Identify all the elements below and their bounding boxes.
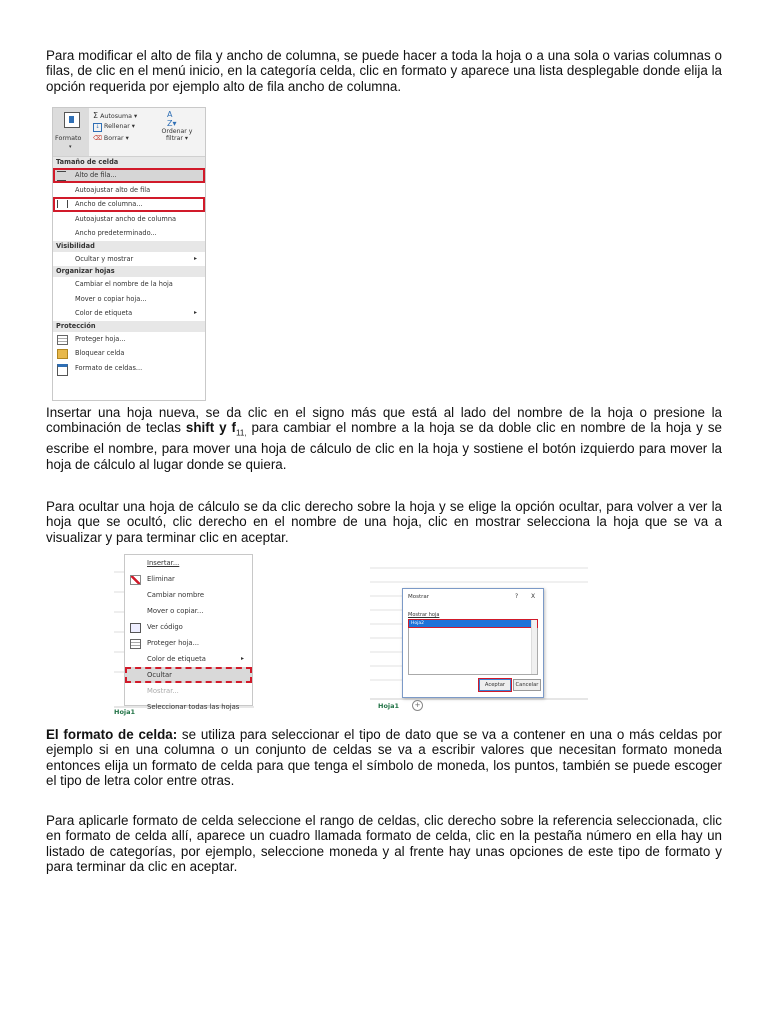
ctx-item-protect[interactable]: Proteger hoja... xyxy=(125,635,252,651)
sheet-list-item[interactable]: Hoja2 xyxy=(409,620,537,627)
section-protection: Protección xyxy=(53,321,205,332)
ctx-item-unhide[interactable]: Mostrar... xyxy=(147,687,179,695)
menu-item-format-cells[interactable]: Formato de celdas... xyxy=(53,361,205,376)
menu-item-move-copy[interactable]: Mover o copiar hoja... xyxy=(75,294,147,303)
sheet-context-menu-screenshot xyxy=(114,552,254,718)
add-sheet-icon[interactable]: + xyxy=(412,700,423,711)
menu-item-column-width[interactable]: Ancho de columna... xyxy=(53,197,205,212)
format-cells-icon xyxy=(57,364,68,376)
eraser-icon: ⌫ xyxy=(93,135,102,142)
paragraph-insert-sheet: Insertar una hoja nueva, se da clic en el signo más que está al lado del nombre de la hoja o presione la combinación de teclas shift y $f_{11,}$ para cambiar el nombre a la hoja se da doble clic en nombre de la hoja y se escribe el nombre, para mover una hoja de cálculo de clic en la hoja y sostiene el botón izquierdo para mover la hoja de cálculo al lugar donde se quiera. xyxy=(46,405,722,472)
unhide-dialog xyxy=(402,588,544,698)
autosum-button[interactable]: Σ Autosuma ▾ xyxy=(93,111,138,120)
ctx-item-delete[interactable]: Eliminar xyxy=(125,571,252,587)
lock-icon xyxy=(57,349,68,359)
accept-button[interactable]: Aceptar xyxy=(479,679,511,691)
cancel-button[interactable]: Cancelar xyxy=(513,679,541,691)
view-code-icon xyxy=(130,623,141,633)
chevron-right-icon: ▸ xyxy=(193,254,197,262)
sheet-tab[interactable]: Hoja1 xyxy=(378,702,400,710)
menu-item-rename-sheet[interactable]: Cambiar el nombre de la hoja xyxy=(75,280,173,288)
ctx-item-insert[interactable]: Insertar... xyxy=(147,559,180,567)
menu-item-lock-cell[interactable]: Bloquear celda xyxy=(53,346,205,361)
format-menu-screenshot xyxy=(52,107,206,401)
sheet-tab[interactable]: Hoja1 xyxy=(114,708,136,716)
sheet-list[interactable] xyxy=(408,619,538,675)
menu-item-hide-show[interactable]: Ocultar y mostrar ▸ xyxy=(53,252,205,267)
fill-button[interactable]: ↓ Rellenar ▾ xyxy=(93,123,135,132)
sort-filter-button[interactable]: A Z▾ Ordenar y filtrar ▾ xyxy=(157,110,206,142)
menu-item-autofit-column[interactable]: Autoajustar ancho de columna xyxy=(75,214,177,223)
paragraph-hide-sheet: Para ocultar una hoja de cálculo se da clic derecho sobre la hoja y se elige la opción ocultar, para volver a ver la hoja que se ocultó, clic derecho en el nombre de una hoja, clic en mostrar selecciona la hoja que se va a visualizar y para terminar clic en aceptar. xyxy=(46,499,722,545)
section-cell-size: Tamaño de celda xyxy=(53,157,205,168)
chevron-right-icon: ▸ xyxy=(240,655,244,662)
menu-item-default-width[interactable]: Ancho predeterminado... xyxy=(75,229,157,237)
protect-sheet-icon xyxy=(57,335,68,345)
ctx-item-hide[interactable]: Ocultar xyxy=(125,667,252,683)
help-button[interactable]: ? xyxy=(515,593,519,600)
clear-button[interactable]: ⌫ Borrar ▾ xyxy=(93,135,129,142)
delete-sheet-icon xyxy=(130,575,141,585)
ctx-item-move-copy[interactable]: Mover o copiar... xyxy=(147,607,204,615)
chevron-down-icon: ▾ xyxy=(69,144,72,150)
menu-item-protect-sheet[interactable]: Proteger hoja... xyxy=(53,332,205,347)
dialog-title: Mostrar xyxy=(408,594,430,600)
row-height-icon xyxy=(57,171,66,181)
unhide-dialog-screenshot xyxy=(370,556,588,714)
fill-down-icon: ↓ xyxy=(93,123,102,132)
section-organize-sheets: Organizar hojas xyxy=(53,266,205,277)
paragraph-row-column-size: Para modificar el alto de fila y ancho de columna, se puede hacer a toda la hoja o a una sola o varias columnas o filas, de clic en el menú inicio, en la categoría celda, clic en formato y aparece una lista desplegable donde elija la opción requerida por ejemplo alto de fila ancho de columna. xyxy=(46,48,722,94)
menu-item-tab-color[interactable]: Color de etiqueta ▸ xyxy=(53,306,205,321)
chevron-right-icon: ▸ xyxy=(193,309,197,316)
format-label: Formato xyxy=(55,134,82,142)
section-visibility: Visibilidad xyxy=(53,241,205,252)
ctx-item-view-code[interactable]: Ver código xyxy=(125,619,252,635)
list-scrollbar[interactable] xyxy=(531,620,537,674)
ctx-item-rename[interactable]: Cambiar nombre xyxy=(147,591,205,599)
paragraph-apply-format: Para aplicarle formato de celda seleccione el rango de celdas, clic derecho sobre la referencia seleccionada, clic en formato de celda allí, aparece un cuadro llamada formato de celda, clic en la pestaña número en ella hay un listado de categorías, por ejemplo, seleccione moneda y al frente hay unas opciones de este tipo de formato y para terminar da clic en aceptar. xyxy=(46,813,722,874)
menu-item-autofit-row[interactable]: Autoajustar alto de fila xyxy=(75,185,151,194)
ctx-item-tab-color[interactable]: Color de etiqueta ▸ xyxy=(125,651,252,667)
sort-az-icon: A Z▾ xyxy=(167,110,177,128)
column-width-icon xyxy=(57,200,68,208)
dialog-label: Mostrar hoja xyxy=(408,612,440,618)
format-icon xyxy=(64,112,80,128)
sigma-icon: Σ xyxy=(93,111,99,120)
protect-sheet-icon xyxy=(130,639,141,649)
ribbon-cells-group xyxy=(53,108,205,157)
paragraph-cell-format: El formato de celda: se utiliza para seleccionar el tipo de dato que se va a contener en una o más celdas por ejemplo si en una columna o un conjunto de celdas se va a escribir valores que necesitan formato moneda entonces elija un formato de celda para que tenga el símbolo de moneda, los puntos, también se puede escoger el tipo de letra color entre otras. xyxy=(46,727,723,788)
menu-item-row-height[interactable]: Alto de fila... xyxy=(53,168,205,183)
ctx-item-select-all[interactable]: Seleccionar todas las hojas xyxy=(147,703,240,711)
context-menu xyxy=(124,554,253,711)
close-icon[interactable]: X xyxy=(531,593,536,600)
format-button[interactable] xyxy=(53,108,89,156)
